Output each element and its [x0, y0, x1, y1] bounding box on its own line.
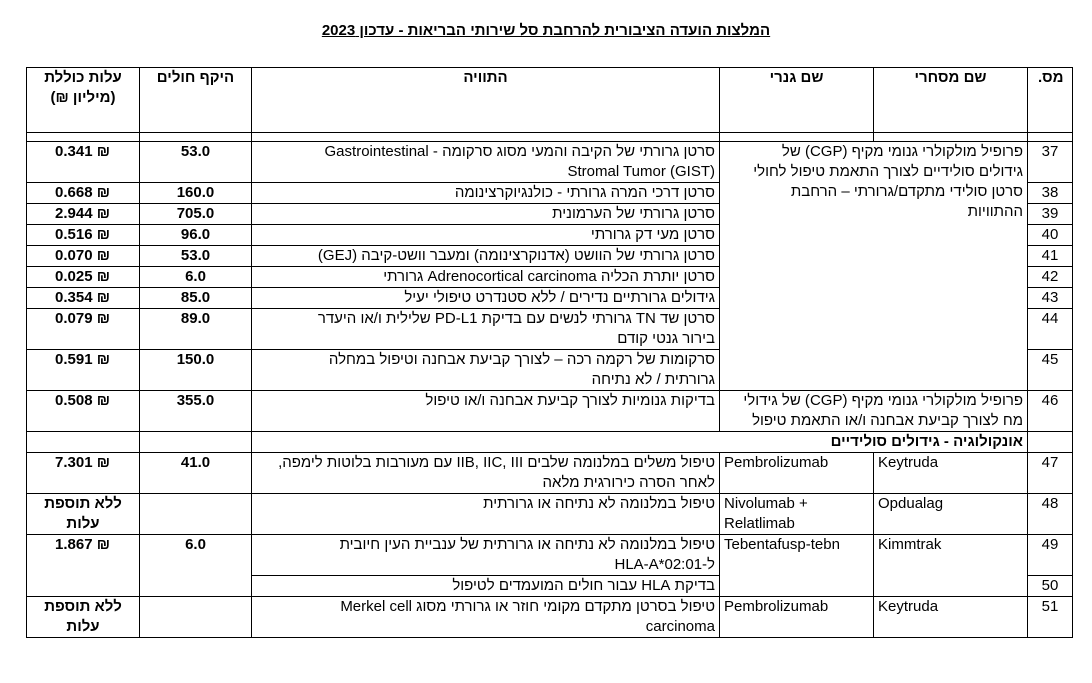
cgp-group-name: פרופיל מולקולרי גנומי מקיף (CGP) של גידולים סולידיים לצורך התאמת טיפול לחולי סרטן סולידי מתקדם/גרורתי – הרחבת ההתוויות	[720, 142, 1028, 391]
table-row	[27, 494, 1073, 535]
indication-cell: טיפול בסרטן מתקדם מקומי חוזר או גרורתי מסוג Merkel cell carcinoma	[252, 597, 720, 638]
indication-cell: סרטן דרכי המרה גרורתי - כולנגיוקרצינומה	[252, 183, 720, 204]
patients-cell: 705.0	[140, 204, 252, 225]
row-num: 45	[1028, 350, 1073, 391]
indication-cell: בדיקות גנומיות לצורך קביעת אבחנה ו/או טיפול	[252, 391, 720, 432]
patients-cell: 160.0	[140, 183, 252, 204]
header-generic-name: שם גנרי	[720, 68, 874, 133]
row-num: 43	[1028, 288, 1073, 309]
row-num: 38	[1028, 183, 1073, 204]
trade-name-cell: Keytruda	[874, 597, 1028, 638]
indication-cell: גידולים גרורתיים נדירים / ללא סטנדרט טיפולי יעיל	[252, 288, 720, 309]
section-title: אונקולוגיה - גידולים סולידיים	[252, 432, 1028, 453]
section-row	[27, 432, 1073, 453]
cost-cell: 0.516 ₪	[27, 225, 140, 246]
cost-cell: 0.341 ₪	[27, 142, 140, 183]
header-trade-name: שם מסחרי	[874, 68, 1028, 133]
patients-cell: 96.0	[140, 225, 252, 246]
cost-cell: ללא תוספת עלות	[27, 494, 140, 535]
header-num: מס.	[1028, 68, 1073, 133]
indication-cell: סרטן גרורתי של הקיבה והמעי מסוג סרקומה - Gastrointestinal Stromal Tumor (GIST)	[252, 142, 720, 183]
generic-name-cell: Tebentafusp-tebn	[720, 535, 874, 597]
row-num: 49	[1028, 535, 1073, 576]
trade-name-cell: Keytruda	[874, 453, 1028, 494]
table-row	[27, 142, 1073, 183]
cost-cell: 0.079 ₪	[27, 309, 140, 350]
cost-cell: 7.301 ₪	[27, 453, 140, 494]
patients-cell: 53.0	[140, 246, 252, 267]
patients-cell: 6.0	[140, 267, 252, 288]
row-num: 50	[1028, 576, 1073, 597]
patients-cell: 85.0	[140, 288, 252, 309]
row-num: 41	[1028, 246, 1073, 267]
indication-cell: טיפול במלנומה לא נתיחה או גרורתית	[252, 494, 720, 535]
cost-cell: 0.070 ₪	[27, 246, 140, 267]
indication-cell: טיפול משלים במלנומה שלבים IIB, IIC, III עם מעורבות בלוטות לימפה, לאחר הסרה כירורגית מלאה	[252, 453, 720, 494]
indication-cell: סרטן גרורתי של הוושט (אדנוקרצינומה) ומעבר וושט-קיבה (GEJ)	[252, 246, 720, 267]
row-num: 37	[1028, 142, 1073, 183]
recommendations-table	[26, 67, 1073, 638]
header-indication: התוויה	[252, 68, 720, 133]
patients-cell: 355.0	[140, 391, 252, 432]
indication-cell: סרקומות של רקמה רכה – לצורך קביעת אבחנה וטיפול במחלה גרורתית / לא נתיחה	[252, 350, 720, 391]
spacer-row	[27, 133, 1073, 142]
row-num: 47	[1028, 453, 1073, 494]
patients-cell: 53.0	[140, 142, 252, 183]
row-num: 46	[1028, 391, 1073, 432]
indication-cell: סרטן גרורתי של הערמונית	[252, 204, 720, 225]
patients-cell: 150.0	[140, 350, 252, 391]
indication-cell: סרטן שד TN גרורתי לנשים עם בדיקת PD-L1 שלילית ו/או היעדר בירור גנטי קודם	[252, 309, 720, 350]
patients-cell: 41.0	[140, 453, 252, 494]
patients-cell: 89.0	[140, 309, 252, 350]
indication-cell: סרטן יותרת הכליה Adrenocortical carcinoma גרורתי	[252, 267, 720, 288]
row-num: 51	[1028, 597, 1073, 638]
table-header-row	[27, 68, 1073, 133]
indication-cell: בדיקת HLA עבור חולים המועמדים לטיפול	[252, 576, 720, 597]
table-row	[27, 535, 1073, 576]
trade-name-cell: Opdualag	[874, 494, 1028, 535]
indication-cell: טיפול במלנומה לא נתיחה או גרורתית של ענביית העין חיובית ל-HLA-A*02:01	[252, 535, 720, 576]
patients-cell: 6.0	[140, 535, 252, 597]
cost-cell: 1.867 ₪	[27, 535, 140, 597]
cost-cell: 0.354 ₪	[27, 288, 140, 309]
cost-cell: 0.591 ₪	[27, 350, 140, 391]
generic-name-cell: Nivolumab + Relatlimab	[720, 494, 874, 535]
page-title: המלצות הועדה הציבורית להרחבת סל שירותי הבריאות - עדכון 2023	[321, 22, 771, 39]
header-cost: עלות כוללת (מיליון ₪)	[27, 68, 140, 133]
cgp-brain-name: פרופיל מולקולרי גנומי מקיף (CGP) של גידולי מח לצורך קביעת אבחנה ו/או התאמת טיפול	[720, 391, 1028, 432]
row-num: 40	[1028, 225, 1073, 246]
table-row	[27, 391, 1073, 432]
cost-cell: ללא תוספת עלות	[27, 597, 140, 638]
table-row	[27, 597, 1073, 638]
patients-cell	[140, 597, 252, 638]
table-row	[27, 453, 1073, 494]
generic-name-cell: Pembrolizumab	[720, 597, 874, 638]
indication-cell: סרטן מעי דק גרורתי	[252, 225, 720, 246]
row-num: 42	[1028, 267, 1073, 288]
cost-cell: 0.025 ₪	[27, 267, 140, 288]
cost-cell: 2.944 ₪	[27, 204, 140, 225]
cost-cell: 0.508 ₪	[27, 391, 140, 432]
generic-name-cell: Pembrolizumab	[720, 453, 874, 494]
row-num: 39	[1028, 204, 1073, 225]
cost-cell: 0.668 ₪	[27, 183, 140, 204]
header-patients: היקף חולים	[140, 68, 252, 133]
trade-name-cell: Kimmtrak	[874, 535, 1028, 597]
row-num: 48	[1028, 494, 1073, 535]
patients-cell	[140, 494, 252, 535]
row-num: 44	[1028, 309, 1073, 350]
